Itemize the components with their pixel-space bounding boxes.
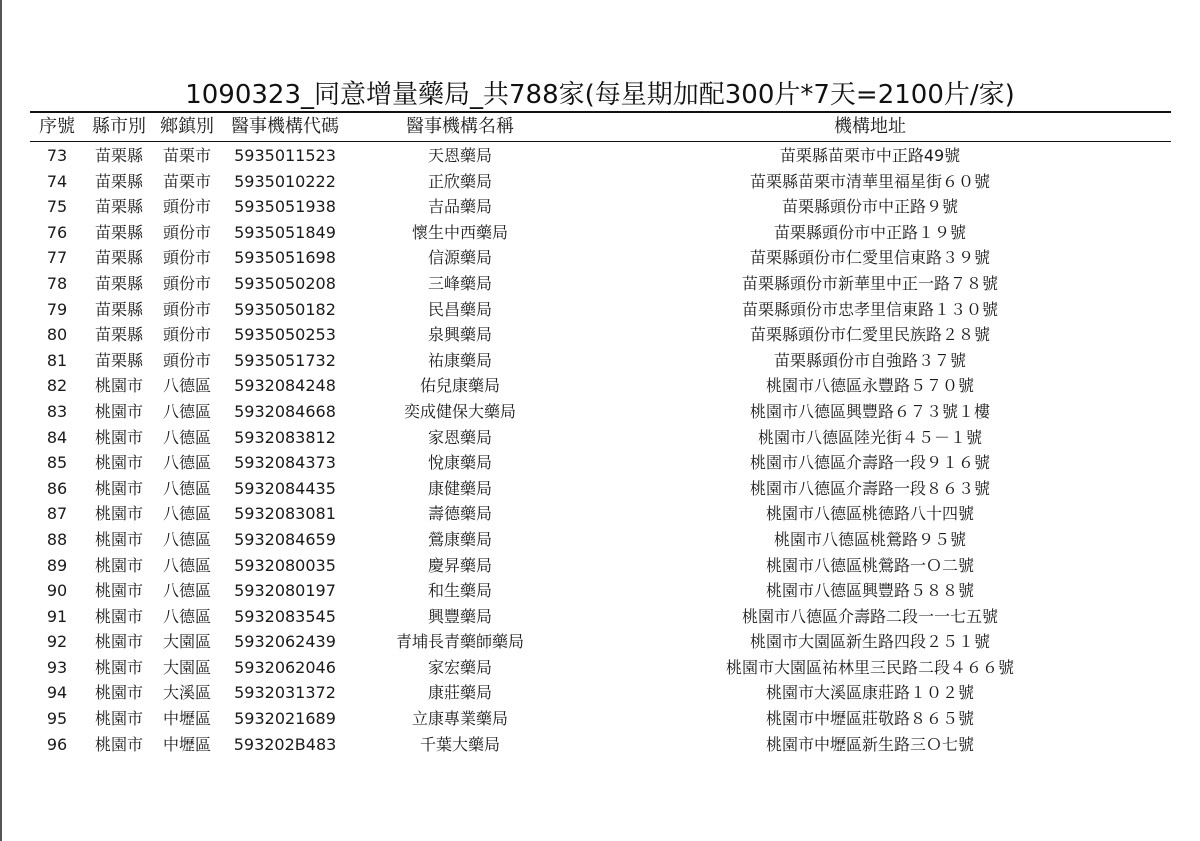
cell-name: 青埔長青藥師藥局 (395, 632, 525, 652)
cell-address: 桃園市八德區陸光街４５－１號 (757, 427, 983, 447)
cell-code: 5935011523 (234, 146, 336, 165)
cell-town: 中壢區 (162, 709, 212, 729)
table-row (0, 194, 1200, 220)
cell-seq: 75 (46, 197, 68, 217)
cell-seq: 85 (46, 453, 68, 473)
cell-code: 5932031372 (234, 683, 336, 703)
cell-name: 泉興藥局 (427, 325, 493, 345)
cell-address: 苗栗縣苗栗市清華里福星街６０號 (749, 171, 991, 191)
table-row (0, 604, 1200, 630)
cell-code: 5932084435 (234, 478, 336, 498)
table-body (0, 143, 1200, 757)
cell-town: 八德區 (162, 453, 212, 473)
cell-code: 5932083081 (234, 504, 336, 524)
table-row (0, 476, 1200, 502)
table-row (0, 245, 1200, 271)
cell-town: 大園區 (162, 657, 212, 677)
cell-town: 八德區 (162, 555, 212, 575)
cell-county: 桃園市 (94, 657, 144, 677)
cell-town: 苗栗市 (162, 146, 212, 165)
cell-seq: 77 (46, 248, 68, 268)
cell-address: 桃園市八德區介壽路二段一一七五號 (741, 606, 999, 626)
cell-address: 桃園市八德區興豐路５８８號 (765, 581, 975, 601)
table-row (0, 706, 1200, 732)
table-row (0, 629, 1200, 655)
cell-address: 桃園市八德區介壽路一段９１６號 (749, 453, 991, 473)
cell-name: 千葉大藥局 (419, 734, 501, 754)
cell-name: 信源藥局 (427, 248, 493, 268)
cell-address: 桃園市大園區新生路四段２５１號 (749, 632, 991, 652)
column-header-name: 醫事機構名稱 (406, 116, 514, 137)
cell-code: 5932062439 (234, 632, 336, 652)
cell-town: 頭份市 (162, 222, 212, 242)
cell-seq: 82 (46, 376, 68, 396)
cell-county: 桃園市 (94, 632, 144, 652)
cell-seq: 93 (46, 657, 68, 677)
cell-town: 頭份市 (162, 350, 212, 370)
cell-seq: 89 (46, 555, 68, 575)
cell-seq: 87 (46, 504, 68, 524)
cell-code: 5932062046 (234, 657, 336, 677)
cell-town: 八德區 (162, 376, 212, 396)
cell-seq: 96 (46, 734, 68, 754)
cell-seq: 90 (46, 581, 68, 601)
cell-code: 5932084248 (234, 376, 336, 396)
column-header-address: 機構地址 (834, 116, 906, 137)
table-row (0, 450, 1200, 476)
cell-town: 頭份市 (162, 299, 212, 319)
cell-code: 5935050208 (234, 273, 336, 293)
cell-seq: 92 (46, 632, 68, 652)
cell-name: 興豐藥局 (427, 606, 493, 626)
cell-county: 苗栗縣 (94, 171, 144, 191)
cell-town: 八德區 (162, 504, 212, 524)
cell-county: 桃園市 (94, 504, 144, 524)
cell-county: 苗栗縣 (94, 222, 144, 242)
cell-code: 5935051849 (234, 222, 336, 242)
cell-address: 苗栗縣頭份市中正路１９號 (773, 222, 967, 242)
cell-address: 桃園市中壢區新生路三Ｏ七號 (765, 734, 975, 754)
cell-county: 桃園市 (94, 529, 144, 549)
cell-address: 桃園市中壢區莊敬路８６５號 (765, 709, 975, 729)
cell-name: 壽德藥局 (427, 504, 493, 524)
table-header (0, 114, 1200, 140)
cell-address: 桃園市大園區祐林里三民路二段４６６號 (725, 657, 1015, 677)
column-header-seq: 序號 (39, 116, 75, 137)
cell-address: 桃園市大溪區康莊路１０２號 (765, 683, 975, 703)
cell-code: 5932021689 (234, 709, 336, 729)
cell-county: 苗栗縣 (94, 273, 144, 293)
cell-name: 祐康藥局 (427, 350, 493, 370)
cell-name: 和生藥局 (427, 581, 493, 601)
cell-name: 奕成健保大藥局 (403, 401, 517, 421)
cell-address: 桃園市八德區桃德路八十四號 (765, 504, 975, 524)
header-bottom-rule (30, 141, 1171, 142)
cell-county: 桃園市 (94, 709, 144, 729)
column-header-code: 醫事機構代碼 (231, 116, 339, 137)
cell-county: 苗栗縣 (94, 146, 144, 165)
cell-name: 慶昇藥局 (427, 555, 493, 575)
cell-name: 三峰藥局 (427, 273, 493, 293)
cell-code: 5935010222 (234, 171, 336, 191)
cell-address: 桃園市八德區桃鶯路９５號 (773, 529, 967, 549)
cell-name: 佑兒康藥局 (419, 376, 501, 396)
cell-town: 大園區 (162, 632, 212, 652)
cell-town: 八德區 (162, 401, 212, 421)
cell-name: 懷生中西藥局 (411, 222, 509, 242)
cell-address: 桃園市八德區永豐路５７０號 (765, 376, 975, 396)
cell-code: 5935051938 (234, 197, 336, 217)
table-row (0, 373, 1200, 399)
cell-seq: 80 (46, 325, 68, 345)
cell-code: 5932084659 (234, 529, 336, 549)
cell-county: 苗栗縣 (94, 248, 144, 268)
cell-seq: 88 (46, 529, 68, 549)
cell-county: 桃園市 (94, 606, 144, 626)
cell-county: 桃園市 (94, 453, 144, 473)
cell-code: 5932084668 (234, 401, 336, 421)
cell-code: 5932080035 (234, 555, 336, 575)
cell-town: 八德區 (162, 581, 212, 601)
document-title: 1090323_同意增量藥局_共788家(每星期加配300片*7天=2100片/家) (185, 80, 1015, 110)
cell-town: 八德區 (162, 529, 212, 549)
table-row (0, 425, 1200, 451)
table-row (0, 655, 1200, 681)
table-row (0, 322, 1200, 348)
cell-name: 家恩藥局 (427, 427, 493, 447)
cell-name: 正欣藥局 (427, 171, 493, 191)
header-top-rule (30, 111, 1171, 113)
cell-county: 苗栗縣 (94, 325, 144, 345)
table-row (0, 578, 1200, 604)
cell-seq: 94 (46, 683, 68, 703)
cell-code: 5935051732 (234, 350, 336, 370)
cell-name: 康健藥局 (427, 478, 493, 498)
cell-town: 八德區 (162, 478, 212, 498)
cell-name: 鶯康藥局 (427, 529, 493, 549)
cell-address: 桃園市八德區桃鶯路一Ｏ二號 (765, 555, 975, 575)
cell-county: 桃園市 (94, 401, 144, 421)
cell-town: 大溪區 (162, 683, 212, 703)
cell-name: 家宏藥局 (427, 657, 493, 677)
cell-county: 苗栗縣 (94, 299, 144, 319)
cell-county: 桃園市 (94, 581, 144, 601)
cell-code: 5935050182 (234, 299, 336, 319)
cell-address: 苗栗縣頭份市新華里中正一路７８號 (741, 273, 999, 293)
cell-town: 頭份市 (162, 197, 212, 217)
cell-county: 桃園市 (94, 376, 144, 396)
cell-town: 八德區 (162, 427, 212, 447)
cell-seq: 73 (46, 146, 68, 165)
cell-town: 頭份市 (162, 325, 212, 345)
table-row (0, 501, 1200, 527)
cell-name: 康莊藥局 (427, 683, 493, 703)
cell-name: 民昌藥局 (427, 299, 493, 319)
cell-seq: 81 (46, 350, 68, 370)
cell-address: 苗栗縣頭份市自強路３７號 (773, 350, 967, 370)
cell-seq: 84 (46, 427, 68, 447)
cell-seq: 78 (46, 273, 68, 293)
cell-name: 立康專業藥局 (411, 709, 509, 729)
cell-seq: 74 (46, 171, 68, 191)
cell-address: 苗栗縣頭份市中正路９號 (781, 197, 959, 217)
cell-address: 苗栗縣頭份市仁愛里信東路３９號 (749, 248, 991, 268)
cell-seq: 79 (46, 299, 68, 319)
table-row (0, 220, 1200, 246)
cell-county: 桃園市 (94, 555, 144, 575)
cell-code: 593202B483 (233, 734, 337, 754)
table-row (0, 399, 1200, 425)
table-row (0, 527, 1200, 553)
cell-code: 5932080197 (234, 581, 336, 601)
cell-seq: 76 (46, 222, 68, 242)
cell-address: 苗栗縣頭份市忠孝里信東路１３０號 (741, 299, 999, 319)
cell-county: 桃園市 (94, 683, 144, 703)
cell-name: 悅康藥局 (427, 453, 493, 473)
table-row (0, 297, 1200, 323)
table-row (0, 553, 1200, 579)
cell-name: 吉品藥局 (427, 197, 493, 217)
column-header-town: 鄉鎮別 (160, 116, 214, 137)
cell-address: 苗栗縣頭份市仁愛里民族路２８號 (749, 325, 991, 345)
table-row (0, 348, 1200, 374)
cell-county: 桃園市 (94, 734, 144, 754)
cell-address: 桃園市八德區興豐路６７３號１樓 (749, 401, 991, 421)
cell-town: 頭份市 (162, 273, 212, 293)
table-row (0, 169, 1200, 195)
cell-code: 5935051698 (234, 248, 336, 268)
cell-seq: 83 (46, 401, 68, 421)
cell-county: 苗栗縣 (94, 197, 144, 217)
cell-town: 中壢區 (162, 734, 212, 754)
table-row (0, 271, 1200, 297)
table-row (0, 143, 1200, 169)
cell-seq: 86 (46, 478, 68, 498)
cell-code: 5932083545 (234, 606, 336, 626)
cell-seq: 91 (46, 606, 68, 626)
cell-town: 八德區 (162, 606, 212, 626)
cell-code: 5932083812 (234, 427, 336, 447)
table-row (0, 732, 1200, 758)
table-row (0, 680, 1200, 706)
cell-county: 苗栗縣 (94, 350, 144, 370)
cell-code: 5935050253 (234, 325, 336, 345)
cell-seq: 95 (46, 709, 68, 729)
cell-county: 桃園市 (94, 478, 144, 498)
cell-address: 桃園市八德區介壽路一段８６３號 (749, 478, 991, 498)
cell-town: 苗栗市 (162, 171, 212, 191)
column-header-county: 縣市別 (92, 116, 146, 137)
cell-name: 天恩藥局 (427, 146, 493, 165)
cell-county: 桃園市 (94, 427, 144, 447)
cell-town: 頭份市 (162, 248, 212, 268)
cell-address: 苗栗縣苗栗市中正路49號 (779, 146, 961, 165)
cell-code: 5932084373 (234, 453, 336, 473)
